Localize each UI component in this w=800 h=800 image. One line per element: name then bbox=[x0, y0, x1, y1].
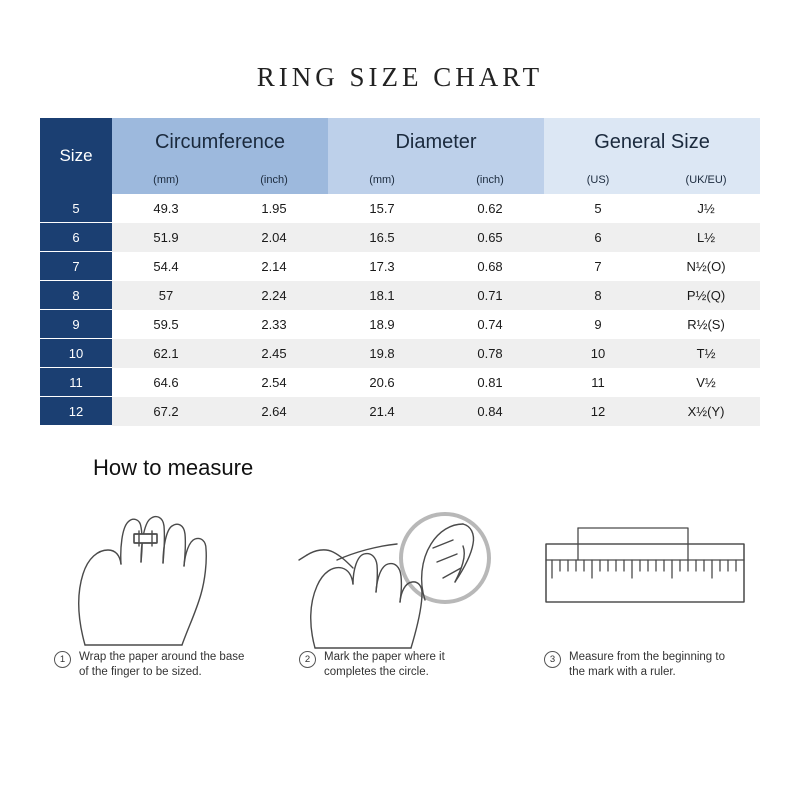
cell-us: 9 bbox=[544, 310, 652, 339]
cell-size: 11 bbox=[40, 368, 112, 397]
table-group-header-row bbox=[40, 118, 760, 166]
cell-dia-in: 0.84 bbox=[436, 397, 544, 426]
cell-dia-mm: 17.3 bbox=[328, 252, 436, 281]
cell-dia-in: 0.62 bbox=[436, 194, 544, 223]
cell-circ-in: 2.54 bbox=[220, 368, 328, 397]
cell-us: 6 bbox=[544, 223, 652, 252]
table-row bbox=[40, 252, 760, 281]
hand-marking-paper-icon bbox=[285, 500, 515, 650]
cell-dia-in: 0.81 bbox=[436, 368, 544, 397]
cell-uk-eu: P½(Q) bbox=[652, 281, 760, 310]
step-1-caption bbox=[40, 650, 270, 680]
table-row bbox=[40, 281, 760, 310]
cell-circ-mm: 57 bbox=[112, 281, 220, 310]
cell-uk-eu: J½ bbox=[652, 194, 760, 223]
cell-dia-mm: 16.5 bbox=[328, 223, 436, 252]
cell-uk-eu: V½ bbox=[652, 368, 760, 397]
subheader-general-us: (US) bbox=[544, 166, 652, 194]
header-general-size: General Size bbox=[544, 118, 760, 166]
cell-circ-in: 2.64 bbox=[220, 397, 328, 426]
step-2 bbox=[285, 500, 515, 680]
cell-size: 6 bbox=[40, 223, 112, 252]
ruler-measuring-paper-icon bbox=[530, 500, 760, 650]
subheader-diameter-mm: (mm) bbox=[328, 166, 436, 194]
subheader-circumference-inch: (inch) bbox=[220, 166, 328, 194]
table-row bbox=[40, 310, 760, 339]
cell-us: 11 bbox=[544, 368, 652, 397]
cell-circ-mm: 59.5 bbox=[112, 310, 220, 339]
cell-circ-in: 2.33 bbox=[220, 310, 328, 339]
header-circumference: Circumference bbox=[112, 118, 328, 166]
cell-size: 12 bbox=[40, 397, 112, 426]
table-row bbox=[40, 194, 760, 223]
cell-circ-mm: 67.2 bbox=[112, 397, 220, 426]
cell-circ-mm: 64.6 bbox=[112, 368, 220, 397]
cell-dia-in: 0.71 bbox=[436, 281, 544, 310]
subheader-circumference-mm: (mm) bbox=[112, 166, 220, 194]
cell-circ-in: 2.04 bbox=[220, 223, 328, 252]
cell-dia-mm: 15.7 bbox=[328, 194, 436, 223]
step-1-number: 1 bbox=[54, 651, 71, 668]
size-chart-table-container bbox=[40, 118, 760, 426]
how-to-measure-steps bbox=[40, 500, 760, 680]
cell-circ-mm: 62.1 bbox=[112, 339, 220, 368]
cell-uk-eu: X½(Y) bbox=[652, 397, 760, 426]
cell-size: 8 bbox=[40, 281, 112, 310]
step-3-caption bbox=[530, 650, 760, 680]
step-1-text: Wrap the paper around the base of the finger to be sized. bbox=[79, 651, 245, 678]
step-3-number: 3 bbox=[544, 651, 561, 668]
cell-dia-mm: 19.8 bbox=[328, 339, 436, 368]
cell-dia-in: 0.78 bbox=[436, 339, 544, 368]
cell-circ-mm: 51.9 bbox=[112, 223, 220, 252]
table-row bbox=[40, 397, 760, 426]
subheader-diameter-inch: (inch) bbox=[436, 166, 544, 194]
cell-dia-in: 0.68 bbox=[436, 252, 544, 281]
cell-uk-eu: T½ bbox=[652, 339, 760, 368]
table-sub-header-row bbox=[40, 166, 760, 194]
cell-circ-in: 2.24 bbox=[220, 281, 328, 310]
cell-uk-eu: N½(O) bbox=[652, 252, 760, 281]
size-chart-table bbox=[40, 118, 760, 426]
header-size: Size bbox=[40, 118, 112, 194]
cell-circ-in: 2.14 bbox=[220, 252, 328, 281]
table-row bbox=[40, 339, 760, 368]
step-3 bbox=[530, 500, 760, 680]
cell-dia-mm: 18.9 bbox=[328, 310, 436, 339]
cell-circ-in: 1.95 bbox=[220, 194, 328, 223]
header-diameter: Diameter bbox=[328, 118, 544, 166]
cell-circ-mm: 54.4 bbox=[112, 252, 220, 281]
cell-dia-mm: 18.1 bbox=[328, 281, 436, 310]
step-2-caption bbox=[285, 650, 515, 680]
cell-uk-eu: L½ bbox=[652, 223, 760, 252]
cell-circ-mm: 49.3 bbox=[112, 194, 220, 223]
subheader-general-uk-eu: (UK/EU) bbox=[652, 166, 760, 194]
table-row bbox=[40, 223, 760, 252]
cell-circ-in: 2.45 bbox=[220, 339, 328, 368]
cell-dia-in: 0.65 bbox=[436, 223, 544, 252]
cell-size: 7 bbox=[40, 252, 112, 281]
step-2-number: 2 bbox=[299, 651, 316, 668]
page-title: RING SIZE CHART bbox=[256, 62, 544, 92]
cell-us: 12 bbox=[544, 397, 652, 426]
cell-us: 5 bbox=[544, 194, 652, 223]
how-to-measure-heading: How to measure bbox=[93, 455, 254, 480]
cell-us: 8 bbox=[544, 281, 652, 310]
table-row bbox=[40, 368, 760, 397]
cell-uk-eu: R½(S) bbox=[652, 310, 760, 339]
cell-dia-mm: 21.4 bbox=[328, 397, 436, 426]
cell-us: 10 bbox=[544, 339, 652, 368]
cell-size: 5 bbox=[40, 194, 112, 223]
cell-us: 7 bbox=[544, 252, 652, 281]
step-3-text: Measure from the beginning to the mark with a ruler. bbox=[569, 651, 725, 678]
cell-size: 10 bbox=[40, 339, 112, 368]
cell-size: 9 bbox=[40, 310, 112, 339]
cell-dia-mm: 20.6 bbox=[328, 368, 436, 397]
step-2-text: Mark the paper where it completes the circle. bbox=[324, 651, 445, 678]
step-1 bbox=[40, 500, 270, 680]
cell-dia-in: 0.74 bbox=[436, 310, 544, 339]
hand-with-paper-strip-icon bbox=[40, 500, 270, 650]
